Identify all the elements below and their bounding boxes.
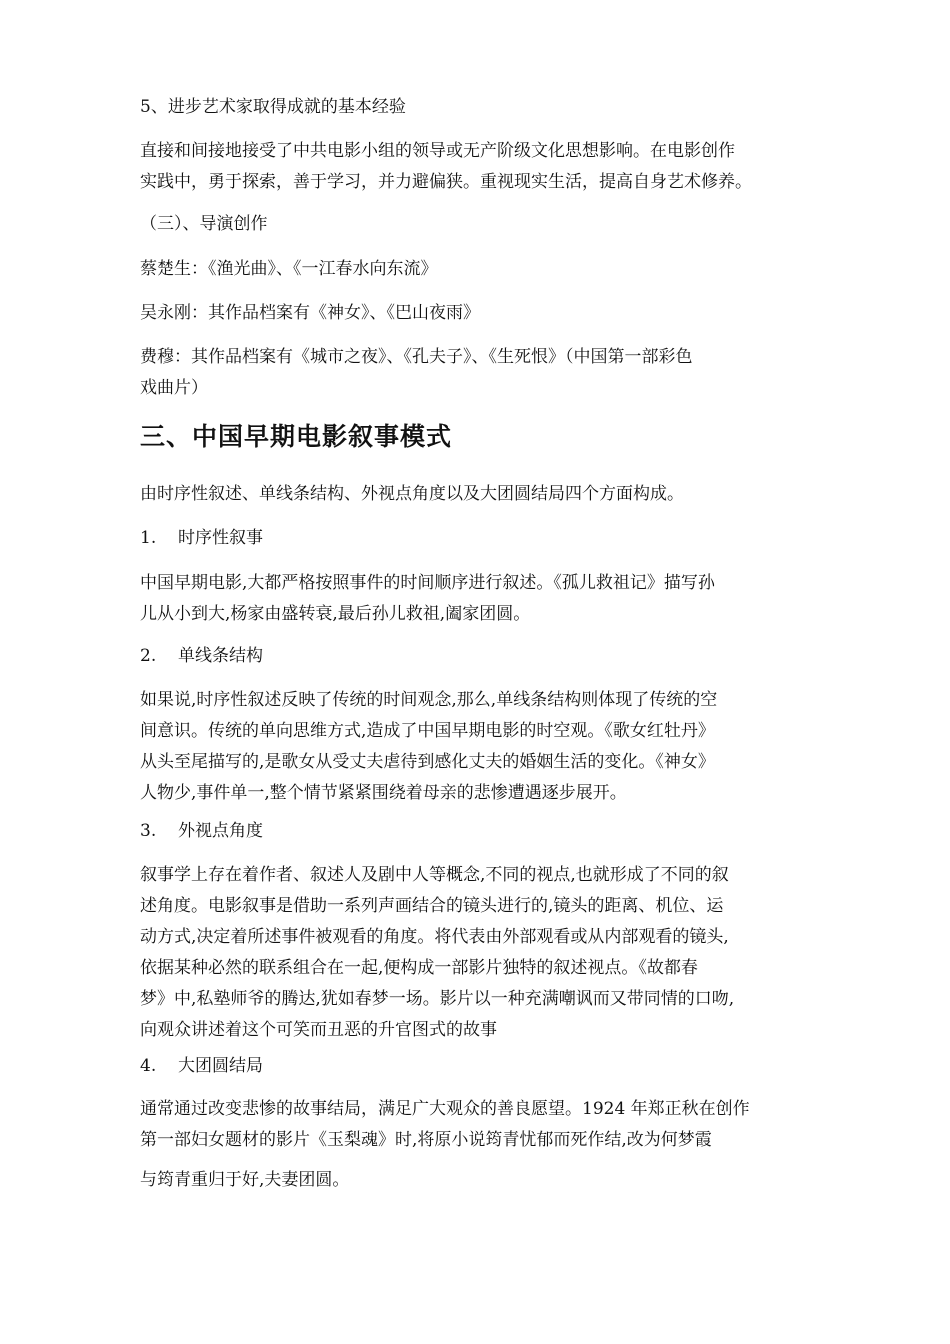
item-2-body — [140, 685, 830, 809]
item-3-title — [140, 816, 830, 847]
section-3-intro: 由时序性叙述、单线条结构、外视点角度以及大团圆结局四个方面构成。 — [140, 484, 684, 504]
item-number: 3. — [140, 821, 157, 841]
text-line: 中国早期电影,大都严格按照事件的时间顺序进行叙述。《孤儿救祖记》描写孙 — [140, 573, 715, 593]
item-number: 4. — [140, 1056, 157, 1076]
item-2-title — [140, 641, 830, 672]
item-title: 单线条结构 — [178, 646, 263, 666]
item-title: 外视点角度 — [178, 821, 263, 841]
text-line: 第一部妇女题材的影片《玉梨魂》时,将原小说筠青忧郁而死作结,改为何梦霞 — [140, 1130, 712, 1150]
text-line: 实践中，勇于探索，善于学习，并力避偏狭。重视现实生活，提高自身艺术修养。 — [140, 172, 752, 192]
text-line: 如果说,时序性叙述反映了传统的时间观念,那么,单线条结构则体现了传统的空 — [140, 690, 718, 710]
section-5-title: 5、进步艺术家取得成就的基本经验 — [140, 97, 406, 117]
item-number: 2. — [140, 646, 157, 666]
item-title: 时序性叙事 — [178, 528, 263, 548]
text-line: 述角度。电影叙事是借助一系列声画结合的镜头进行的,镜头的距离、机位、运 — [140, 896, 724, 916]
text-line: 费穆：其作品档案有《城市之夜》、《孔夫子》、《生死恨》（中国第一部彩色 — [140, 347, 693, 367]
item-4-body — [140, 1094, 830, 1156]
item-number: 1. — [140, 528, 157, 548]
text-line: 通常通过改变悲惨的故事结局，满足广大观众的善良愿望。1924 年郑正秋在创作 — [140, 1099, 750, 1119]
text-line: 戏曲片） — [140, 378, 208, 398]
directors-title: （三）、导演创作 — [140, 214, 268, 234]
item-4-title — [140, 1051, 830, 1082]
text-line: 叙事学上存在着作者、叙述人及剧中人等概念,不同的视点,也就形成了不同的叙 — [140, 865, 729, 885]
text-line: 直接和间接地接受了中共电影小组的领导或无产阶级文化思想影响。在电影创作 — [140, 141, 735, 161]
text-line: 动方式,决定着所述事件被观看的角度。将代表由外部观看或从内部观看的镜头, — [140, 927, 729, 947]
director-wu: 吴永刚：其作品档案有《神女》、《巴山夜雨》 — [140, 303, 480, 323]
text-line: 儿从小到大,杨家由盛转衰,最后孙儿救祖,阖家团圆。 — [140, 604, 531, 624]
item-3-body — [140, 860, 830, 1046]
section-5-body — [140, 136, 830, 198]
section-3-heading: 三、中国早期电影叙事模式 — [140, 422, 453, 451]
item-1-body — [140, 568, 830, 630]
text-line: 从头至尾描写的,是歌女从受丈夫虐待到感化丈夫的婚姻生活的变化。《神女》 — [140, 752, 715, 772]
text-line: 依据某种必然的联系组合在一起,便构成一部影片独特的叙述视点。《故都春 — [140, 958, 698, 978]
item-4-body-continued: 与筠青重归于好,夫妻团圆。 — [140, 1170, 350, 1190]
item-title: 大团圆结局 — [178, 1056, 263, 1076]
text-line: 向观众讲述着这个可笑而丑恶的升官图式的故事 — [140, 1020, 497, 1040]
text-line: 梦》中,私塾师爷的腾达,犹如春梦一场。影片以一种充满嘲讽而又带同情的口吻, — [140, 989, 735, 1009]
item-1-title — [140, 523, 830, 554]
text-line: 人物少,事件单一,整个情节紧紧围绕着母亲的悲惨遭遇逐步展开。 — [140, 783, 627, 803]
director-fei — [140, 342, 830, 404]
director-cai: 蔡楚生：《渔光曲》、《一江春水向东流》 — [140, 259, 438, 279]
text-line: 间意识。传统的单向思维方式,造成了中国早期电影的时空观。《歌女红牡丹》 — [140, 721, 715, 741]
